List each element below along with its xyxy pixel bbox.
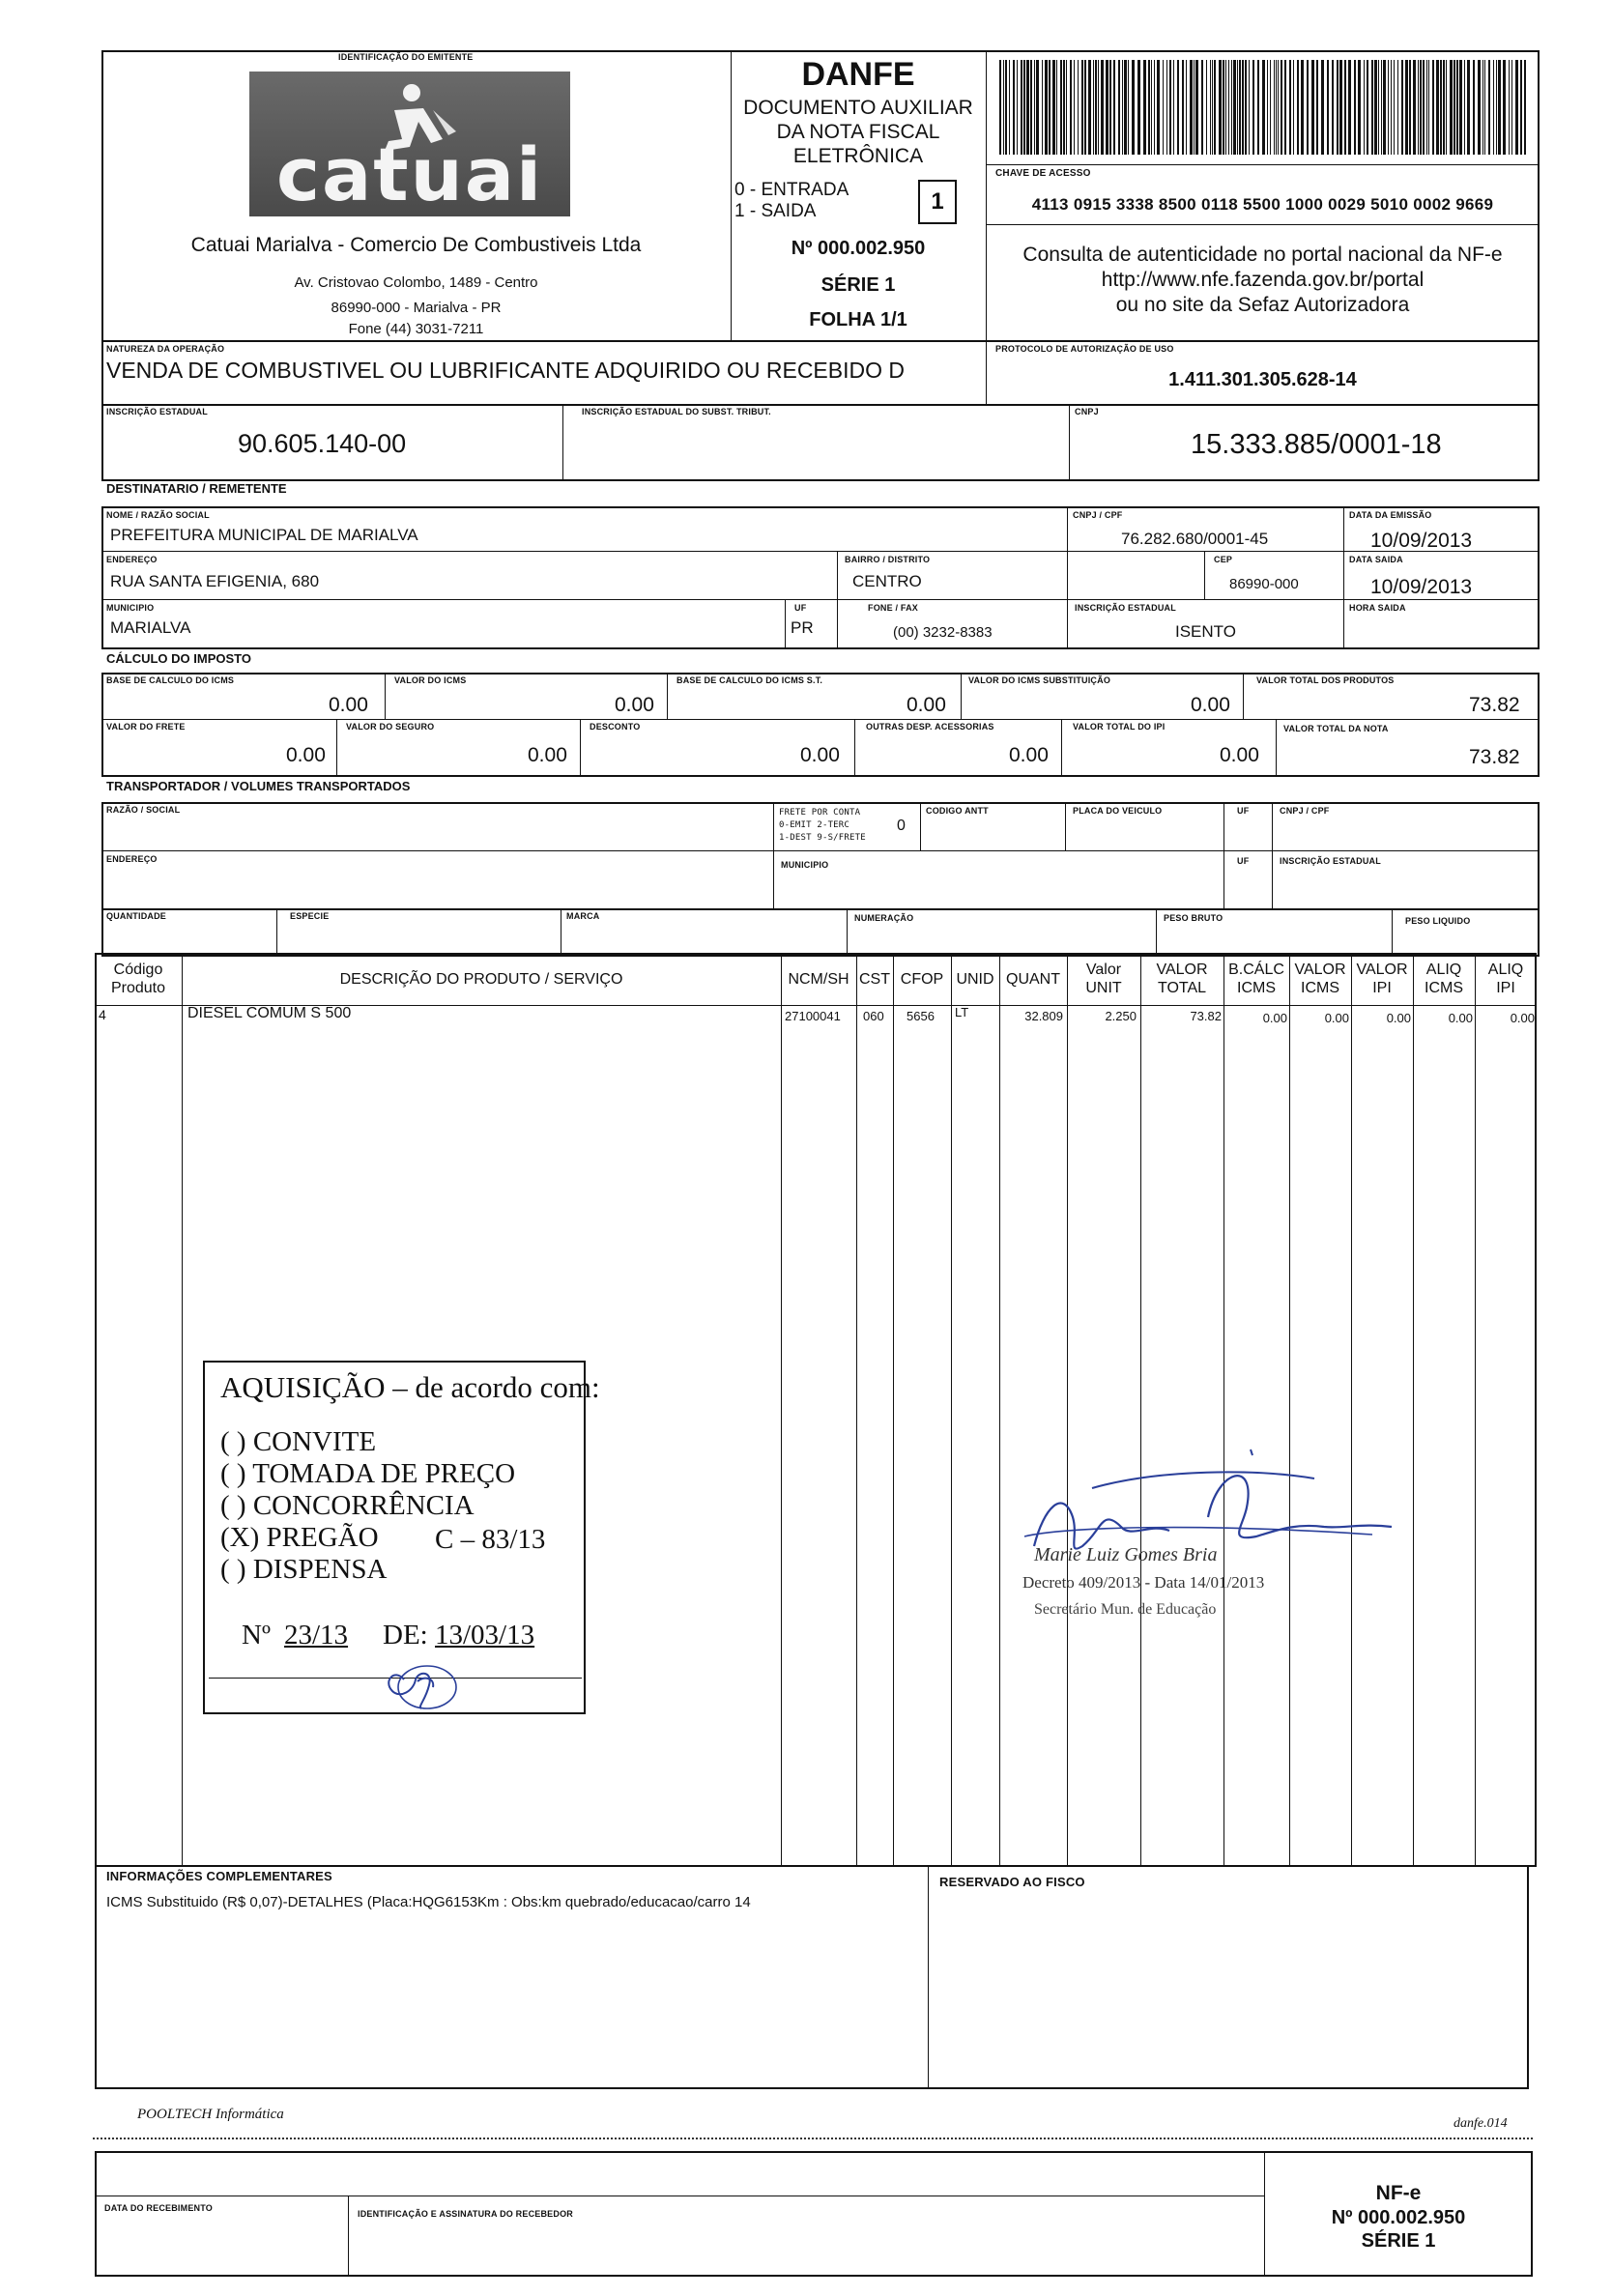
imposto-section: CÁLCULO DO IMPOSTO [106,651,251,666]
divider [1067,953,1068,1867]
dest-endereco: RUA SANTA EFIGENIA, 680 [110,572,320,590]
cnpj-emit-label: CNPJ [1075,407,1099,416]
dest-hora-label: HORA SAIDA [1349,603,1406,613]
cell-cst: 060 [863,1009,884,1023]
danfe-line1: DOCUMENTO AUXILIAR [743,97,973,119]
peso-liquido-label: PESO LIQUIDO [1405,916,1471,926]
dest-cep: 86990-000 [1229,576,1299,592]
divider [1069,404,1070,481]
transportador-section: TRANSPORTADOR / VOLUMES TRANSPORTADOS [106,779,411,793]
stamp-opt-convite: ( ) CONVITE [220,1426,377,1457]
trans-municipio-label: MUNICIPIO [781,860,829,870]
protocolo-label: PROTOCOLO DE AUTORIZAÇÃO DE USO [995,344,1174,354]
emitente-address1: Av. Cristovao Colombo, 1489 - Centro [294,274,538,291]
signature-icon [1005,1430,1411,1623]
footer-nfe: NF-e [1375,2182,1422,2204]
th-vtotal: VALOR TOTAL [1156,961,1208,996]
divider [101,551,1540,552]
divider [999,953,1000,1867]
desconto-label: DESCONTO [590,722,641,732]
divider [928,1865,929,2089]
divider [961,673,962,719]
divider [1067,506,1068,649]
total-nota: 73.82 [1469,746,1520,768]
divider [1140,953,1141,1867]
ipi-label: VALOR TOTAL DO IPI [1073,722,1166,732]
divider [951,953,952,1867]
info-label: INFORMAÇÕES COMPLEMENTARES [106,1869,332,1883]
outras: 0.00 [1009,744,1049,766]
divider [785,599,786,649]
divider [1223,802,1224,910]
th-descricao: DESCRIÇÃO DO PRODUTO / SERVIÇO [339,970,623,988]
consulta-line2: http://www.nfe.fazenda.gov.br/portal [1101,269,1425,291]
divider [920,802,921,850]
dest-ie-label: INSCRIÇÃO ESTADUAL [1075,603,1176,613]
dest-municipio: MARIALVA [110,618,191,637]
destinatario-section: DESTINATARIO / REMETENTE [106,481,287,496]
danfe-numero: Nº 000.002.950 [791,238,926,259]
dest-cep-label: CEP [1214,555,1233,564]
stamp-data-label: DE: [383,1620,428,1650]
th-aicms: ALIQ ICMS [1425,961,1463,996]
divider [1475,953,1476,1867]
divider [854,719,855,777]
th-vunit: Valor UNIT [1085,961,1122,996]
divider [667,673,668,719]
divider [1204,551,1205,599]
dest-emissao: 10/09/2013 [1370,530,1473,552]
consulta-line1: Consulta de autenticidade no portal nacional da NF-e [1022,244,1503,266]
protocolo-value: 1.411.301.305.628-14 [1168,369,1357,390]
svg-text:Marie Luiz Gomes Bria: Marie Luiz Gomes Bria [1034,1544,1218,1565]
danfe-title: DANFE [801,56,915,93]
dest-nome-label: NOME / RAZÃO SOCIAL [106,510,210,520]
cell-unid: LT [955,1005,969,1019]
frete-conta-value: 0 [897,818,906,834]
placa-label: PLACA DO VEICULO [1073,806,1163,816]
frete-conta-line2: 0-EMIT 2-TERC [779,820,850,830]
cell-vtotal: 73.82 [1190,1009,1222,1023]
footer-numero: Nº 000.002.950 [1331,2207,1466,2228]
frete: 0.00 [286,744,326,766]
divider [1065,802,1066,850]
dest-cnpj-label: CNPJ / CPF [1073,510,1123,520]
dest-fone-label: FONE / FAX [868,603,919,613]
th-ncm: NCM/SH [788,970,849,988]
divider [837,551,838,649]
divider [385,673,386,719]
th-quant: QUANT [1006,970,1060,988]
stamp-pregao-ref: C – 83/13 [435,1524,546,1555]
base-st: 0.00 [907,694,946,716]
dest-municipio-label: MUNICIPIO [106,603,155,613]
danfe-folha: FOLHA 1/1 [809,309,907,330]
antt-label: CODIGO ANTT [926,806,989,816]
trans-cnpj-label: CNPJ / CPF [1280,806,1330,816]
emitente-address2: 86990-000 - Marialva - PR [331,300,502,316]
th-vicms: VALOR ICMS [1294,961,1346,996]
danfe-line3: ELETRÔNICA [792,145,924,167]
divider [731,50,732,342]
base-icms: 0.00 [329,694,368,716]
ie-label: INSCRIÇÃO ESTADUAL [106,407,208,416]
ipi: 0.00 [1220,744,1259,766]
divider [101,599,1540,600]
assinatura-label: IDENTIFICAÇÃO E ASSINATURA DO RECEBEDOR [358,2209,573,2219]
valor-st-label: VALOR DO ICMS SUBSTITUIÇÃO [968,675,1111,685]
cell-aipi: 0.00 [1510,1011,1535,1025]
dest-cnpj: 76.282.680/0001-45 [1121,530,1269,548]
valor-st: 0.00 [1191,694,1230,716]
cell-bcicms: 0.00 [1262,1011,1287,1025]
peso-bruto-label: PESO BRUTO [1164,913,1223,923]
chave-value: 4113 0915 3338 8500 0118 5500 1000 0029 5010 0002 9669 [1031,195,1494,214]
trans-uf-label: UF [1237,806,1250,816]
divider [1223,953,1224,1867]
natureza-value: VENDA DE COMBUSTIVEL OU LUBRIFICANTE ADQUIRIDO OU RECEBIDO D [106,358,906,383]
danfe-line2: DA NOTA FISCAL [776,121,940,143]
th-cfop: CFOP [900,970,944,988]
emitente-name: Catuai Marialva - Comercio De Combustiveis Ltda [190,234,642,256]
valor-icms: 0.00 [615,694,654,716]
natureza-label: NATUREZA DA OPERAÇÃO [106,344,225,354]
danfe-entrada: 0 - ENTRADA [734,180,849,200]
stamp-opt-tomada: ( ) TOMADA DE PREÇO [220,1458,516,1489]
logo-text: catuai [275,131,544,216]
frete-label: VALOR DO FRETE [106,722,186,732]
dest-fone: (00) 3232-8383 [893,624,993,641]
emitente-section-label: IDENTIFICAÇÃO DO EMITENTE [338,52,474,62]
th-codigo: Código Produto [110,961,166,996]
dest-endereco-label: ENDEREÇO [106,555,158,564]
th-unid: UNID [956,970,994,988]
danfe-code: danfe.014 [1454,2116,1508,2131]
trans-endereco-label: ENDEREÇO [106,854,158,864]
stamp-numero-label: Nº [242,1620,271,1650]
stamp-title: AQUISIÇÃO – de acordo com: [220,1370,600,1404]
footer-serie: SÉRIE 1 [1361,2230,1436,2252]
outras-label: OUTRAS DESP. ACESSORIAS [866,722,994,732]
th-cst: CST [859,970,890,988]
trans-uf2-label: UF [1237,856,1250,866]
svg-text:Decreto 409/2013 - Data 14/01/: Decreto 409/2013 - Data 14/01/2013 [1022,1573,1265,1592]
cell-quant: 32.809 [1024,1009,1063,1023]
dest-bairro: CENTRO [852,572,922,590]
desconto: 0.00 [800,744,840,766]
stamp-opt-dispensa: ( ) DISPENSA [220,1554,388,1585]
danfe-saida: 1 - SAIDA [734,201,817,221]
numeracao-label: NUMERAÇÃO [854,913,914,923]
dest-saida-label: DATA SAIDA [1349,555,1403,564]
divider [1351,953,1352,1867]
base-icms-label: BASE DE CALCULO DO ICMS [106,675,235,685]
total-nota-label: VALOR TOTAL DA NOTA [1283,724,1389,733]
seguro: 0.00 [528,744,567,766]
acquisition-stamp [203,1361,600,1714]
divider [101,850,1540,851]
marca-label: MARCA [566,911,600,921]
divider [1343,506,1344,649]
divider [1156,908,1157,957]
iest-label: INSCRIÇÃO ESTADUAL DO SUBST. TRIBUT. [582,407,771,416]
trans-razao-label: RAZÃO / SOCIAL [106,805,181,815]
divider [1272,802,1273,910]
info-text: ICMS Substituido (R$ 0,07)-DETALHES (Placa:HQG6153Km : Obs:km quebrado/educacao/carro 14 [106,1894,751,1910]
ie-value: 90.605.140-00 [238,429,407,458]
divider [1413,953,1414,1867]
divider [856,953,857,1867]
th-bcicms: B.CÁLC ICMS [1228,961,1284,996]
divider [847,908,848,957]
catuai-logo [249,72,570,216]
dest-uf-label: UF [794,603,807,613]
divider [276,908,277,957]
dest-ie: ISENTO [1175,622,1236,641]
frete-conta-line3: 1-DEST 9-S/FRETE [779,833,866,843]
dest-bairro-label: BAIRRO / DISTRITO [845,555,931,564]
cell-cfop: 5656 [907,1009,935,1023]
seguro-label: VALOR DO SEGURO [346,722,435,732]
emitente-phone: Fone (44) 3031-7211 [348,321,484,337]
base-st-label: BASE DE CALCULO DO ICMS S.T. [676,675,823,685]
divider [986,164,1540,165]
divider [580,719,581,777]
dest-emissao-label: DATA DA EMISSÃO [1349,510,1432,520]
divider [1276,719,1277,777]
svg-text:Secretário Mun. de Educação: Secretário Mun. de Educação [1034,1601,1217,1618]
cell-aicms: 0.00 [1448,1011,1473,1025]
divider [986,224,1540,225]
frete-conta-line1: FRETE POR CONTA [779,808,861,818]
cell-codigo: 4 [99,1007,106,1022]
pooltech-brand: POOLTECH Informática [137,2107,284,2122]
dotted-separator [93,2138,1533,2139]
divider [1243,673,1244,719]
dest-nome: PREFEITURA MUNICIPAL DE MARIALVA [110,526,418,544]
stamp-opt-pregao: (X) PREGÃO [220,1522,379,1553]
total-prod-label: VALOR TOTAL DOS PRODUTOS [1256,675,1395,685]
stamp-data: 13/03/13 [435,1620,535,1650]
especie-label: ESPECIE [290,911,330,921]
trans-ie-label: INSCRIÇÃO ESTADUAL [1280,856,1381,866]
chave-label: CHAVE DE ACESSO [995,168,1091,179]
danfe-serie: SÉRIE 1 [820,274,896,296]
consulta-line3: ou no site da Sefaz Autorizadora [1115,294,1410,316]
cell-vipi: 0.00 [1386,1011,1411,1025]
th-aipi: ALIQ IPI [1487,961,1524,996]
divider [1289,953,1290,1867]
fisco-label: RESERVADO AO FISCO [939,1875,1085,1889]
cell-ncm: 27100041 [785,1009,841,1023]
divider [781,953,782,1867]
total-prod: 73.82 [1469,694,1520,716]
cnpj-emit-value: 15.333.885/0001-18 [1191,429,1442,460]
stamp-numero: 23/13 [284,1620,349,1650]
divider [562,404,563,481]
divider [773,802,774,910]
divider [182,953,183,1867]
cell-descricao: DIESEL COMUM S 500 [187,1005,352,1021]
divider [348,2196,349,2277]
divider [101,719,1540,720]
cell-vunit: 2.250 [1105,1009,1137,1023]
dest-uf: PR [791,618,814,637]
divider [893,953,894,1867]
barcode [999,60,1529,155]
quantidade-label: QUANTIDADE [106,911,166,921]
stamp-initials-icon [375,1652,472,1710]
divider [336,719,337,777]
cell-vicms: 0.00 [1324,1011,1349,1025]
valor-icms-label: VALOR DO ICMS [394,675,467,685]
th-vipi: VALOR IPI [1356,961,1408,996]
dest-saida: 10/09/2013 [1370,576,1473,598]
danfe-tipo-box: 1 [918,180,957,224]
stamp-opt-concorrencia: ( ) CONCORRÊNCIA [220,1490,475,1521]
divider [1061,719,1062,777]
recebimento-label: DATA DO RECEBIMENTO [104,2203,213,2213]
divider [1392,908,1393,957]
